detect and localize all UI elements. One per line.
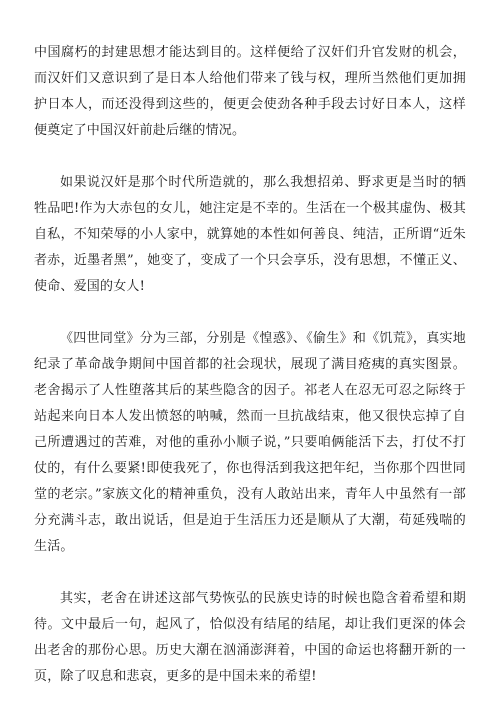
paragraph-2: 如果说汉奸是那个时代所造就的，那么我想招弟、野求更是当时的牺牲品吧!作为大赤包的女儿，她注定是不幸的。生活在一个极其虚伪、极其自私，不知荣辱的小人家中，就算她的本性如何善良、纯洁，正所谓“近朱者赤，近墨者黑”，她变了，变成了一个只会享乐，没有思想，不懂正义、使命、爱国的女人!	[34, 175, 466, 294]
paragraph-4: 其实，老舍在讲述这部气势恢弘的民族史诗的时候也隐含着希望和期待。文中最后一句，起风了，恰似没有结尾的结尾，却让我们更深的体会出老舍的那份心思。历史大潮在汹涌澎湃着，中国的命运也将翻开新的一页，除了叹息和悲哀，更多的是中国未来的希望!	[34, 591, 466, 684]
paragraph-1: 中国腐朽的封建思想才能达到目的。这样便给了汉奸们升官发财的机会，而汉奸们又意识到了是日本人给他们带来了钱与权，理所当然他们更加拥护日本人，而还没得到这些的，便更会使劲各种手段去讨好日本人，这样便奠定了中国汉奸前赴后继的情况。	[34, 45, 466, 138]
paragraph-3: 《四世同堂》分为三部，分别是《惶惑》、《偷生》和《饥荒》，真实地纪录了革命战争期间中国首都的社会现状，展现了满目疮痍的真实图景。老舍揭示了人性堕落其后的某些隐含的因子。祁老人在忍无可忍之际终于站起来向日本人发出愤怒的呐喊，然而一旦抗战结束，他又很快忘掉了自己所遭遇过的苦难，对他的重孙小顺子说，”只要咱俩能活下去，打仗不打仗的，有什么要紧!即使我死了，你也得活到我这把年纪，当你那个四世同堂的老宗。”家族文化的精神重负，没有人敢站出来，青年人中虽然有一部分充满斗志，敢出说话，但是迫于生活压力还是顺从了大潮，苟延残喘的生活。	[34, 331, 466, 554]
